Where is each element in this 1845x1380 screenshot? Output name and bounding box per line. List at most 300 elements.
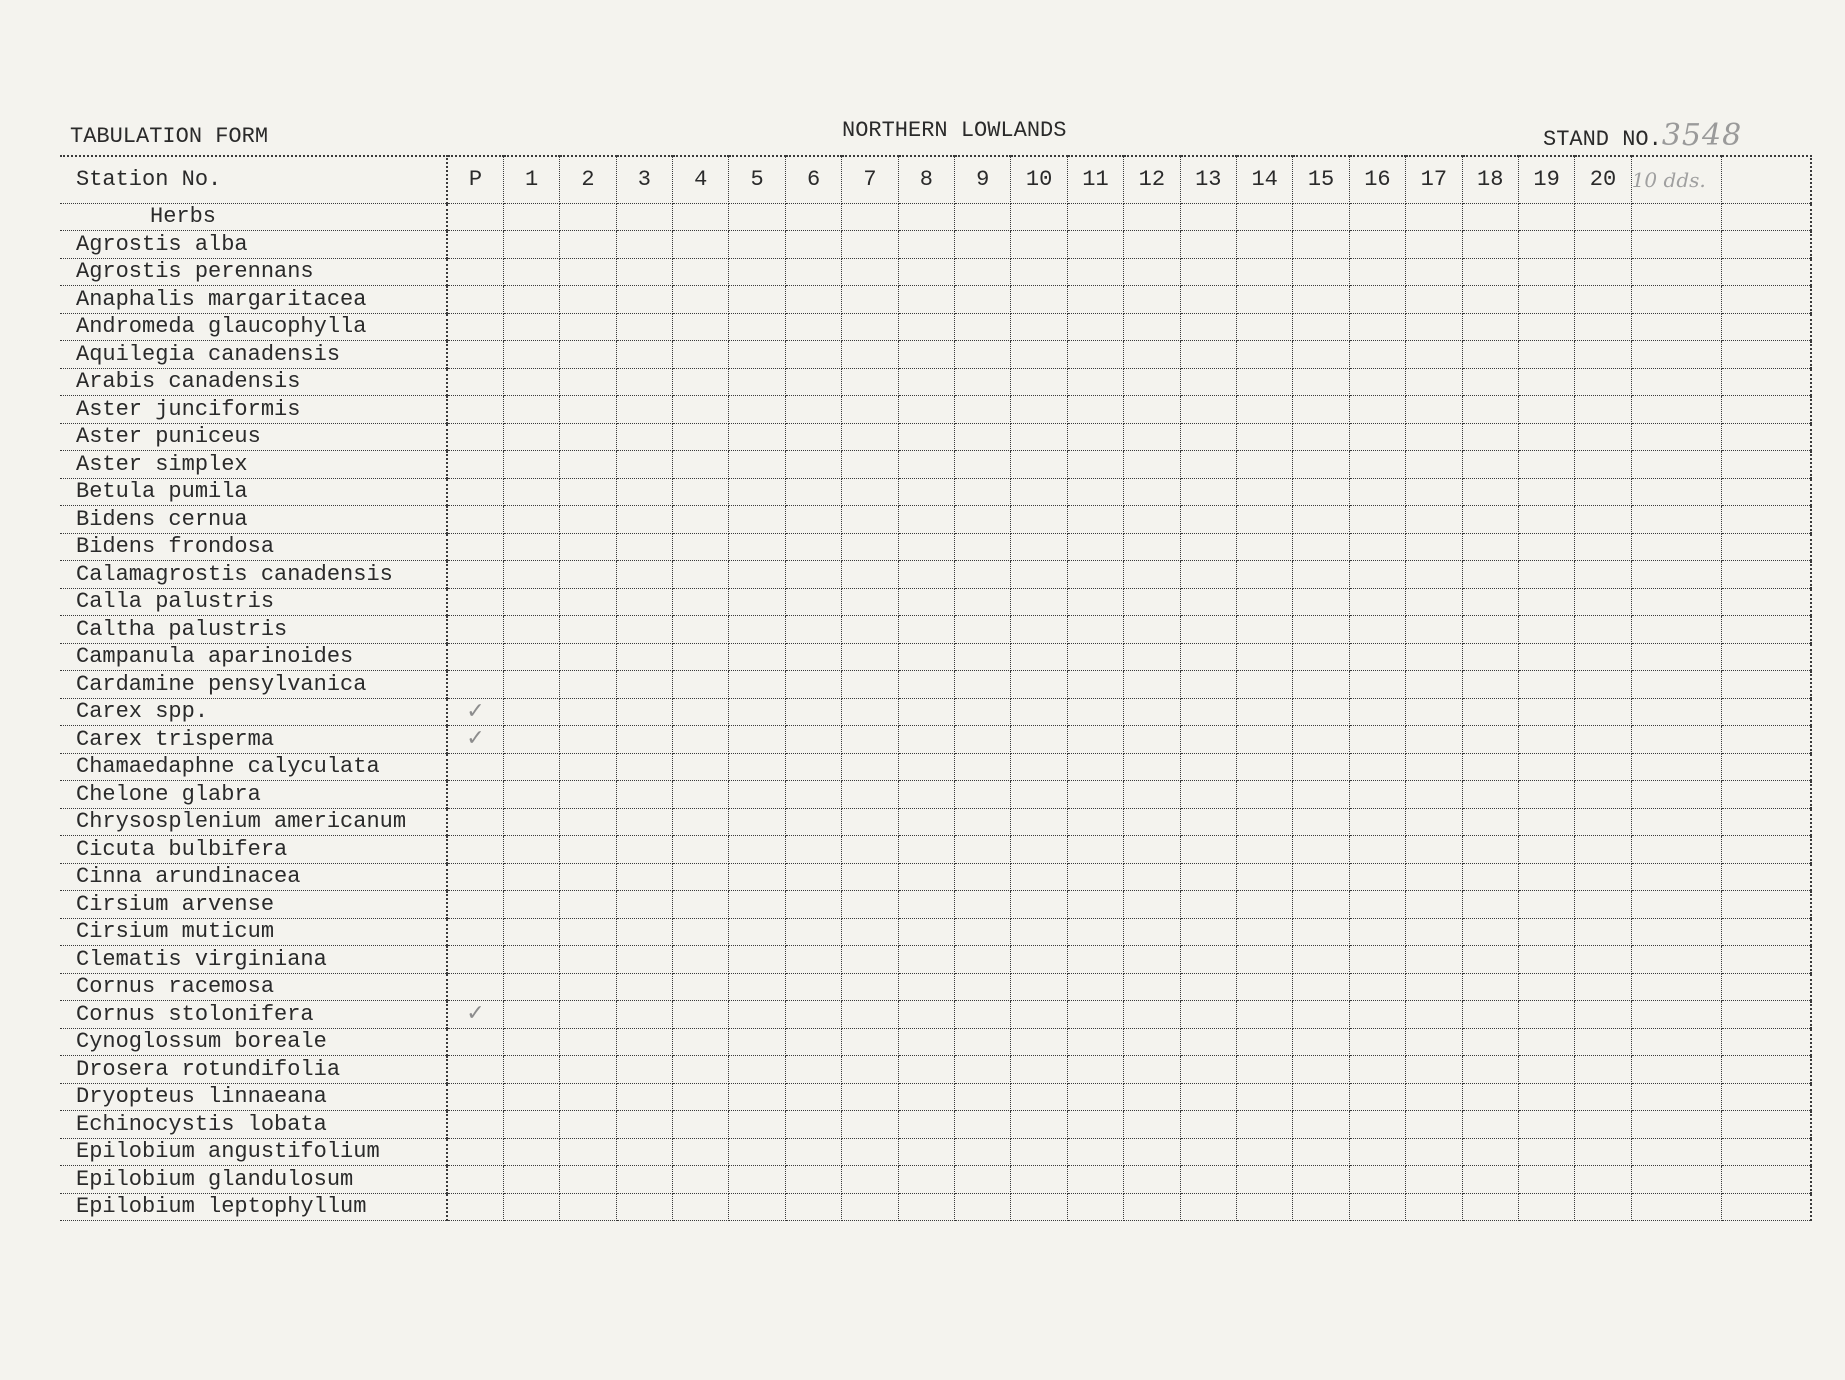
station-cell [1011, 836, 1067, 864]
station-cell [898, 396, 954, 424]
station-cell [673, 863, 729, 891]
station-cell [1236, 341, 1292, 369]
station-cell [785, 863, 841, 891]
station-cell [1462, 1028, 1518, 1056]
species-row [60, 533, 1811, 561]
station-cell [1349, 863, 1405, 891]
station-cell [1349, 973, 1405, 1001]
station-cell [1349, 533, 1405, 561]
station-cell [1349, 258, 1405, 286]
station-cell [503, 561, 559, 589]
species-name: Campanula aparinoides [60, 643, 447, 671]
station-cell [1406, 368, 1462, 396]
station-cell [955, 1138, 1011, 1166]
station-cell [1011, 1056, 1067, 1084]
station-cell [1406, 973, 1462, 1001]
station-cell [729, 1193, 785, 1221]
station-cell [955, 1166, 1011, 1194]
station-cell [1236, 258, 1292, 286]
species-name: Cirsium muticum [60, 918, 447, 946]
station-cell [955, 1111, 1011, 1139]
extra-cell [1721, 891, 1811, 919]
station-cell [560, 808, 616, 836]
station-cell [503, 616, 559, 644]
station-cell [898, 1083, 954, 1111]
station-cell [842, 918, 898, 946]
station-cell [1180, 643, 1236, 671]
station-cell [1124, 478, 1180, 506]
station-cell [1518, 231, 1574, 259]
station-cell [1575, 836, 1631, 864]
extra-cell [1631, 643, 1721, 671]
station-cell [616, 1166, 672, 1194]
station-cell [1067, 1001, 1123, 1029]
station-cell [729, 946, 785, 974]
station-cell [1236, 643, 1292, 671]
station-cell [1067, 1138, 1123, 1166]
station-cell [503, 1056, 559, 1084]
station-cell [1011, 203, 1067, 231]
station-cell [729, 341, 785, 369]
station-cell [1067, 1193, 1123, 1221]
station-cell [1293, 836, 1349, 864]
station-cell [1180, 561, 1236, 589]
species-name: Epilobium glandulosum [60, 1166, 447, 1194]
station-cell [842, 451, 898, 479]
column-header-station: 14 [1236, 156, 1292, 203]
station-cell [1462, 643, 1518, 671]
station-cell [955, 533, 1011, 561]
station-cell [1575, 313, 1631, 341]
extra-cell [1631, 946, 1721, 974]
extra-cell [1721, 671, 1811, 699]
station-cell [1180, 1166, 1236, 1194]
station-cell [1349, 1056, 1405, 1084]
station-cell [1124, 533, 1180, 561]
presence-cell [447, 341, 503, 369]
species-name: Chamaedaphne calyculata [60, 753, 447, 781]
extra-cell [1721, 643, 1811, 671]
station-cell [503, 643, 559, 671]
station-cell [1067, 698, 1123, 726]
extra-cell [1631, 671, 1721, 699]
station-cell [1180, 368, 1236, 396]
species-row [60, 286, 1811, 314]
station-cell [1349, 1166, 1405, 1194]
presence-cell: ✓ [447, 1001, 503, 1029]
station-cell [673, 478, 729, 506]
station-cell [955, 396, 1011, 424]
species-row [60, 863, 1811, 891]
station-cell [1518, 753, 1574, 781]
station-cell [1180, 891, 1236, 919]
station-cell [1575, 753, 1631, 781]
station-cell [1575, 506, 1631, 534]
station-cell [673, 671, 729, 699]
station-cell [729, 698, 785, 726]
column-header-station: 10 [1011, 156, 1067, 203]
station-cell [1067, 1111, 1123, 1139]
station-cell [1236, 863, 1292, 891]
extra-cell [1721, 396, 1811, 424]
station-cell [1462, 616, 1518, 644]
station-cell [1518, 836, 1574, 864]
station-cell [1236, 698, 1292, 726]
station-cell [1406, 1028, 1462, 1056]
station-cell [1575, 973, 1631, 1001]
station-cell [1518, 258, 1574, 286]
station-cell [842, 561, 898, 589]
station-cell [1406, 781, 1462, 809]
station-cell [955, 643, 1011, 671]
station-cell [1349, 918, 1405, 946]
extra-cell [1721, 313, 1811, 341]
extra-cell [1631, 1001, 1721, 1029]
station-cell [1236, 478, 1292, 506]
station-cell [1406, 1111, 1462, 1139]
extra-cell [1631, 726, 1721, 754]
station-cell [1011, 808, 1067, 836]
species-name: Cirsium arvense [60, 891, 447, 919]
extra-cell [1631, 863, 1721, 891]
extra-cell [1631, 616, 1721, 644]
station-cell [1575, 561, 1631, 589]
station-cell [785, 753, 841, 781]
station-cell [1011, 1083, 1067, 1111]
station-cell [1236, 946, 1292, 974]
extra-cell [1631, 368, 1721, 396]
station-cell [1124, 313, 1180, 341]
station-cell [1067, 863, 1123, 891]
species-row [60, 946, 1811, 974]
station-cell [616, 863, 672, 891]
station-cell [1293, 341, 1349, 369]
station-cell [729, 781, 785, 809]
species-row [60, 1166, 1811, 1194]
station-cell [1349, 671, 1405, 699]
station-cell [616, 1056, 672, 1084]
station-cell [1180, 1028, 1236, 1056]
species-row [60, 643, 1811, 671]
station-cell [560, 1001, 616, 1029]
station-cell [1575, 726, 1631, 754]
station-cell [729, 753, 785, 781]
station-cell [1124, 918, 1180, 946]
station-cell [729, 451, 785, 479]
station-cell [1011, 616, 1067, 644]
station-cell [785, 506, 841, 534]
station-cell [1011, 1193, 1067, 1221]
station-cell [898, 781, 954, 809]
station-cell [503, 726, 559, 754]
station-cell [1518, 946, 1574, 974]
station-cell [1236, 451, 1292, 479]
station-cell [1406, 203, 1462, 231]
station-cell [729, 808, 785, 836]
station-cell [1406, 891, 1462, 919]
station-cell [842, 231, 898, 259]
station-cell [1518, 1138, 1574, 1166]
station-cell [1011, 286, 1067, 314]
station-cell [503, 313, 559, 341]
station-cell [1124, 1001, 1180, 1029]
station-cell [560, 341, 616, 369]
station-cell [673, 698, 729, 726]
species-name: Cynoglossum boreale [60, 1028, 447, 1056]
extra-cell [1631, 313, 1721, 341]
station-cell [1124, 341, 1180, 369]
station-cell [842, 808, 898, 836]
station-cell [1011, 918, 1067, 946]
extra-cell [1631, 506, 1721, 534]
station-cell [1349, 313, 1405, 341]
station-cell [729, 616, 785, 644]
station-cell [1011, 698, 1067, 726]
station-cell [1011, 781, 1067, 809]
station-cell [955, 1193, 1011, 1221]
station-cell [785, 1001, 841, 1029]
station-cell [1293, 506, 1349, 534]
station-cell [1236, 1083, 1292, 1111]
station-cell [1462, 891, 1518, 919]
station-cell [1067, 753, 1123, 781]
presence-cell [447, 1166, 503, 1194]
station-cell [1406, 231, 1462, 259]
station-cell [842, 616, 898, 644]
station-cell [503, 1166, 559, 1194]
species-name: Chrysosplenium americanum [60, 808, 447, 836]
station-cell [1180, 423, 1236, 451]
station-cell [729, 506, 785, 534]
station-cell [785, 643, 841, 671]
station-cell [842, 946, 898, 974]
species-name: Cornus stolonifera [60, 1001, 447, 1029]
station-cell [1180, 1111, 1236, 1139]
species-name: Dryopteus linnaeana [60, 1083, 447, 1111]
station-cell [1293, 1001, 1349, 1029]
station-cell [1518, 506, 1574, 534]
station-cell [1462, 918, 1518, 946]
station-cell [1124, 781, 1180, 809]
species-row [60, 726, 1811, 754]
station-cell [1462, 1083, 1518, 1111]
station-cell [842, 396, 898, 424]
presence-cell [447, 616, 503, 644]
station-cell [1067, 973, 1123, 1001]
presence-cell [447, 368, 503, 396]
extra-cell [1631, 973, 1721, 1001]
station-cell [729, 588, 785, 616]
presence-cell [447, 946, 503, 974]
station-cell [785, 231, 841, 259]
station-cell [1180, 451, 1236, 479]
station-cell [785, 396, 841, 424]
station-cell [1180, 1001, 1236, 1029]
station-cell [1406, 1083, 1462, 1111]
station-cell [1124, 588, 1180, 616]
station-cell [1236, 891, 1292, 919]
stand-number-handwritten: 3548 [1661, 118, 1743, 153]
station-cell [560, 753, 616, 781]
station-cell [898, 1056, 954, 1084]
station-cell [842, 973, 898, 1001]
station-cell [1180, 258, 1236, 286]
station-cell [673, 368, 729, 396]
station-cell [1124, 753, 1180, 781]
station-cell [616, 1028, 672, 1056]
column-header-station: 7 [842, 156, 898, 203]
station-cell [1067, 396, 1123, 424]
presence-cell [447, 1083, 503, 1111]
station-cell [1575, 1138, 1631, 1166]
station-cell [1236, 1193, 1292, 1221]
station-cell [673, 836, 729, 864]
station-cell [898, 671, 954, 699]
station-cell [616, 1138, 672, 1166]
station-cell [1575, 1001, 1631, 1029]
station-cell [1011, 258, 1067, 286]
station-cell [503, 946, 559, 974]
station-cell [503, 836, 559, 864]
station-cell [955, 1001, 1011, 1029]
species-name: Cinna arundinacea [60, 863, 447, 891]
extra-cell [1721, 726, 1811, 754]
column-header-station: 1 [503, 156, 559, 203]
station-cell [1349, 781, 1405, 809]
station-cell [1293, 533, 1349, 561]
station-cell [1575, 451, 1631, 479]
station-cell [729, 561, 785, 589]
station-cell [1124, 973, 1180, 1001]
station-cell [1067, 533, 1123, 561]
station-cell [729, 313, 785, 341]
station-cell [955, 946, 1011, 974]
station-cell [616, 451, 672, 479]
station-cell [729, 836, 785, 864]
station-cell [1180, 616, 1236, 644]
station-cell [785, 726, 841, 754]
species-row [60, 1193, 1811, 1221]
station-cell [955, 781, 1011, 809]
station-cell [560, 451, 616, 479]
station-cell [1293, 891, 1349, 919]
station-cell [1293, 1028, 1349, 1056]
presence-cell [447, 286, 503, 314]
presence-cell [447, 533, 503, 561]
station-cell [1067, 726, 1123, 754]
species-row [60, 1056, 1811, 1084]
station-cell [898, 973, 954, 1001]
station-cell [560, 1056, 616, 1084]
station-cell [1124, 203, 1180, 231]
station-cell [560, 1166, 616, 1194]
station-cell [842, 1193, 898, 1221]
station-cell [1349, 506, 1405, 534]
column-header-station: 6 [785, 156, 841, 203]
station-cell [1180, 588, 1236, 616]
extra-cell [1631, 231, 1721, 259]
station-cell [955, 973, 1011, 1001]
station-cell [1462, 836, 1518, 864]
station-cell [1180, 341, 1236, 369]
species-row [60, 231, 1811, 259]
station-cell [1293, 781, 1349, 809]
station-cell [1124, 891, 1180, 919]
station-cell [898, 231, 954, 259]
station-cell [1293, 1166, 1349, 1194]
station-cell [1349, 1138, 1405, 1166]
station-cell [1349, 561, 1405, 589]
station-cell [1067, 781, 1123, 809]
extra-column-note: 10 dds. [1631, 156, 1721, 203]
species-row [60, 808, 1811, 836]
station-cell [898, 506, 954, 534]
station-cell [560, 698, 616, 726]
presence-cell [447, 1056, 503, 1084]
station-cell [1349, 726, 1405, 754]
extra-cell [1721, 616, 1811, 644]
species-row [60, 671, 1811, 699]
station-cell [1067, 891, 1123, 919]
extra-cell [1721, 533, 1811, 561]
station-cell [616, 616, 672, 644]
station-cell [616, 561, 672, 589]
extra-cell [1721, 1166, 1811, 1194]
station-cell [673, 946, 729, 974]
station-cell [1575, 808, 1631, 836]
extra-cell [1631, 1193, 1721, 1221]
station-cell [1124, 671, 1180, 699]
station-cell [898, 1111, 954, 1139]
extra-cell [1631, 396, 1721, 424]
station-cell [1236, 1028, 1292, 1056]
station-cell [842, 1056, 898, 1084]
species-row [60, 698, 1811, 726]
station-cell [785, 588, 841, 616]
station-cell [1406, 643, 1462, 671]
station-cell [1067, 258, 1123, 286]
station-cell [842, 286, 898, 314]
presence-cell [447, 671, 503, 699]
station-cell [1349, 616, 1405, 644]
station-cell [616, 753, 672, 781]
extra-cell [1631, 258, 1721, 286]
station-cell [673, 781, 729, 809]
station-cell [503, 808, 559, 836]
station-cell [1462, 1193, 1518, 1221]
station-cell [503, 588, 559, 616]
station-cell [560, 313, 616, 341]
station-cell [1462, 313, 1518, 341]
station-cell [1293, 863, 1349, 891]
station-cell [1236, 973, 1292, 1001]
station-cell [1518, 561, 1574, 589]
station-cell [616, 808, 672, 836]
station-cell [1462, 286, 1518, 314]
column-header-station: 13 [1180, 156, 1236, 203]
station-cell [616, 231, 672, 259]
station-cell [1011, 451, 1067, 479]
station-cell [673, 588, 729, 616]
station-cell [1462, 1111, 1518, 1139]
station-cell [1180, 726, 1236, 754]
station-cell [1236, 1138, 1292, 1166]
extra-cell [1631, 588, 1721, 616]
station-cell [1406, 451, 1462, 479]
station-cell [1067, 588, 1123, 616]
station-cell [1518, 1083, 1574, 1111]
station-cell [560, 946, 616, 974]
